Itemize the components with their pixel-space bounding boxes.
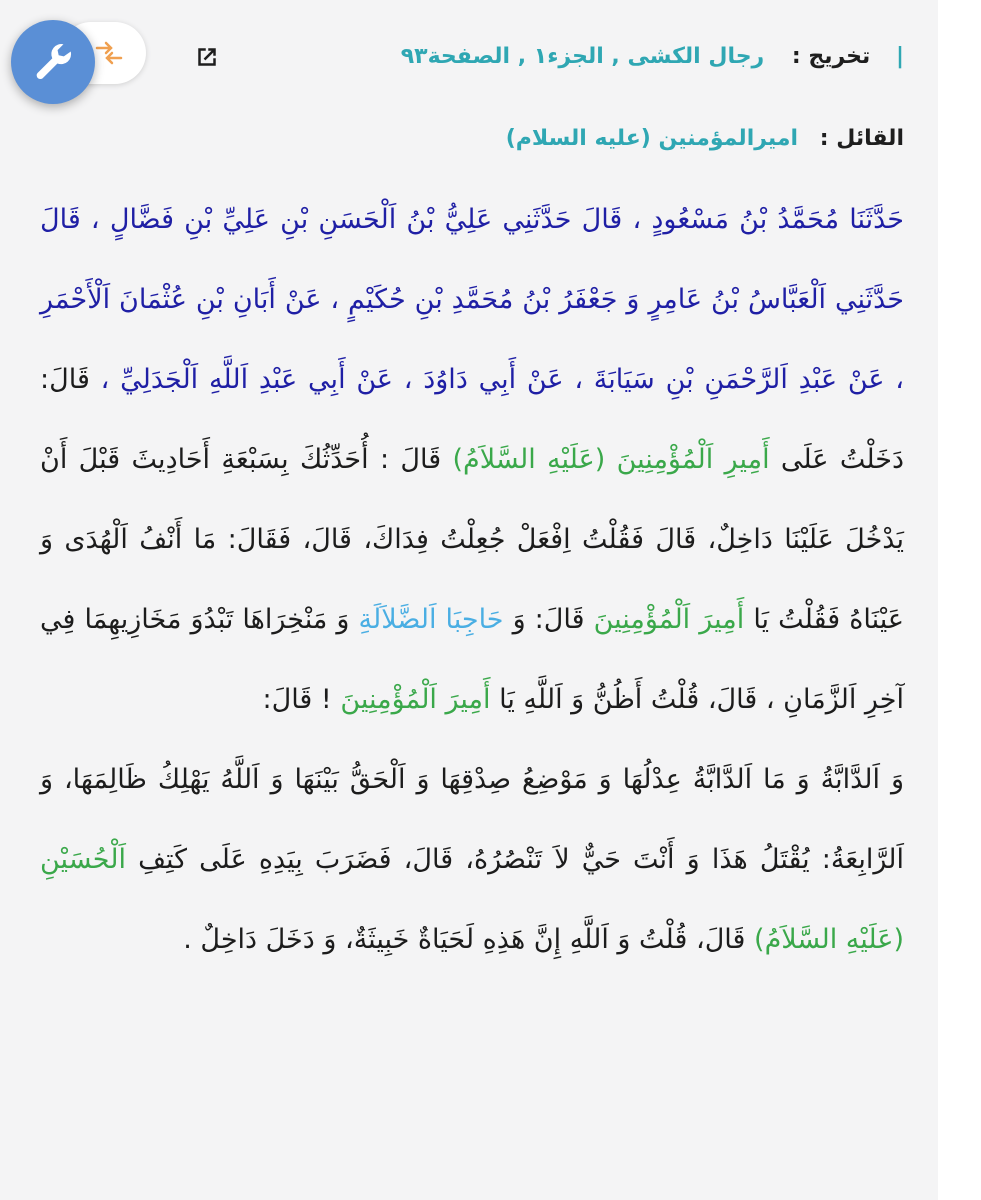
hadith-segment: قَالَ، قُلْتُ وَ اَللَّهِ إِنَّ هَذِهِ لَحَيَاةٌ خَبِيثَةٌ، وَ دَخَلَ دَاخِلٌ . — [183, 924, 755, 955]
hadith-segment: حَدَّثَنَا مُحَمَّدُ بْنُ مَسْعُودٍ ، قَالَ حَدَّثَنِي عَلِيُّ بْنُ اَلْحَسَنِ بْنِ عَلِيِّ بْنِ فَضَّالٍ ، قَالَ حَدَّثَنِي اَلْعَبَّاسُ بْنُ عَامِرٍ وَ جَعْفَرُ بْنُ مُحَمَّدِ بْنِ حُكَيْمٍ ، عَنْ أَبَانِ بْنِ عُثْمَانَ اَلْأَحْمَرِ ، عَنْ عَبْدِ اَلرَّحْمَنِ بْنِ سَيَابَةَ ، عَنْ أَبِي دَاوُدَ ، عَنْ أَبِي عَبْدِ اَللَّهِ اَلْجَدَلِيِّ ، — [40, 204, 904, 395]
source-row — [401, 44, 904, 69]
hadith-segment: قَالَ: وَ — [503, 604, 594, 635]
source-link[interactable]: رجال الكشى , الجزء١ , الصفحة٩٣ — [400, 44, 765, 69]
page-margin — [938, 0, 981, 1200]
hadith-segment[interactable]: أَمِيرِ اَلْمُؤْمِنِينَ (عَلَيْهِ السَّلاَمُ) — [452, 444, 770, 475]
source-label: تخريج : — [791, 44, 871, 69]
wrench-icon — [31, 40, 75, 84]
hadith-segment: قَالَ: دَخَلْتُ عَلَى — [40, 364, 905, 475]
speaker-value[interactable]: اميرالمؤمنين (عليه السلام) — [505, 126, 799, 151]
tools-fab[interactable] — [11, 20, 95, 104]
hadith-paragraph-1 — [40, 180, 904, 740]
external-link-icon[interactable] — [192, 42, 222, 72]
hadith-text — [40, 180, 904, 980]
source-bar: | — [895, 44, 904, 69]
hadith-segment[interactable]: أَمِيرَ اَلْمُؤْمِنِينَ — [340, 684, 491, 715]
hadith-segment: وَ مَنْخِرَاهَا تَبْدُوَ مَخَازِيهِمَا فِي آخِرِ اَلزَّمَانِ ، قَالَ، قُلْتُ أَظُنُّ وَ اَللَّهِ يَا — [40, 604, 904, 715]
hadith-segment[interactable]: اَلْحُسَيْنِ (عَلَيْهِ السَّلاَمُ) — [40, 844, 904, 955]
hadith-segment[interactable]: حَاجِبَا اَلضَّلاَلَةِ — [358, 604, 504, 635]
hadith-segment[interactable]: أَمِيرَ اَلْمُؤْمِنِينَ — [593, 604, 745, 635]
hadith-paragraph-2 — [40, 740, 904, 980]
speaker-label: القائل : — [819, 126, 904, 151]
hadith-segment: قَالَ : أُحَدِّثُكَ بِسَبْعَةِ أَحَادِيثَ قَبْلَ أَنْ يَدْخُلَ عَلَيْنَا دَاخِلٌ، قَالَ فَقُلْتُ اِفْعَلْ جُعِلْتُ فِدَاكَ، قَالَ، فَقَالَ: مَا أَنْفُ اَلْهُدَى وَ عَيْنَاهُ فَقُلْتُ يَا — [40, 444, 904, 635]
hadith-segment: ! قَالَ: — [262, 684, 341, 715]
hadith-segment: وَ اَلدَّابَّةُ وَ مَا اَلدَّابَّةُ عِدْلُهَا وَ مَوْضِعُ صِدْقِهَا وَ اَلْحَقُّ بَيْنَهَا وَ اَللَّهُ يَهْلِكُ ظَالِمَهَا، وَ اَلرَّابِعَةُ: يُقْتَلُ هَذَا وَ أَنْتَ حَيٌّ لاَ تَنْصُرُهُ، قَالَ، فَضَرَبَ بِيَدِهِ عَلَى كَتِفِ — [40, 764, 904, 875]
speaker-row — [506, 126, 904, 151]
swap-arrows-icon — [95, 39, 123, 67]
